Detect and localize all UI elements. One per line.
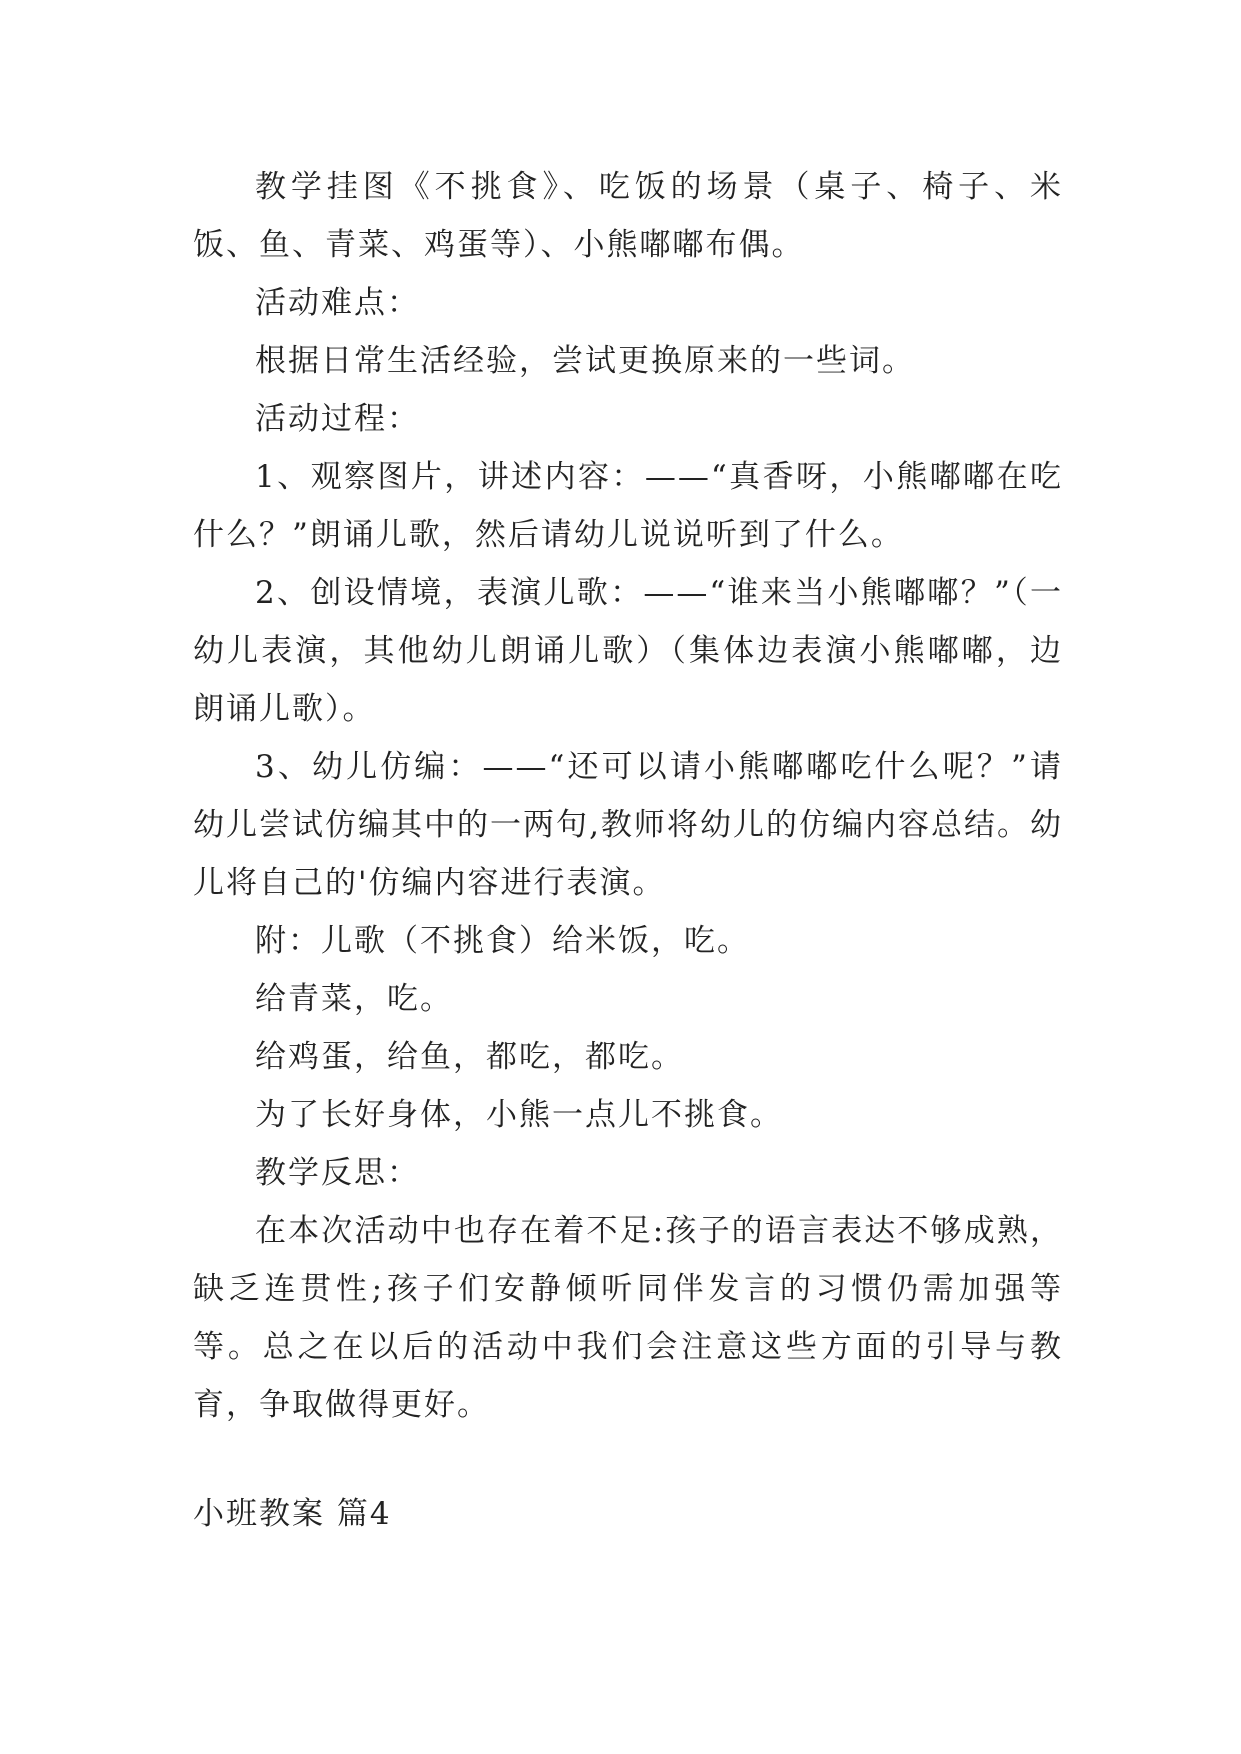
paragraph-rhyme-line-3: 给鸡蛋，给鱼，都吃，都吃。 xyxy=(255,1039,684,1075)
paragraph-difficulty: 根据日常生活经验，尝试更换原来的一些词。 xyxy=(255,343,915,379)
paragraph-reflection: 在本次活动中也存在着不足:孩子的语言表达不够成熟，缺乏连贯性;孩子们安静倾听同伴发言的习惯仍需加强等等。总之在以后的活动中我们会注意这些方面的引导与教育，争取做得更好。 xyxy=(193,1213,1063,1423)
paragraph-rhyme-line-4: 为了长好身体，小熊一点儿不挑食。 xyxy=(255,1097,783,1133)
paragraph-step-1: 1、观察图片，讲述内容：——“真香呀，小熊嘟嘟在吃什么？”朗诵儿歌，然后请幼儿说说听到了什么。 xyxy=(193,459,1063,553)
paragraph-step-2: 2、创设情境，表演儿歌：——“谁来当小熊嘟嘟？”（一幼儿表演，其他幼儿朗诵儿歌）（集体边表演小熊嘟嘟，边朗诵儿歌）。 xyxy=(193,575,1063,727)
paragraph-rhyme-line-2: 给青菜，吃。 xyxy=(255,981,453,1017)
paragraph-step-3: 3、幼儿仿编：——“还可以请小熊嘟嘟吃什么呢？”请幼儿尝试仿编其中的一两句,教师将幼儿的仿编内容总结。幼儿将自己的'仿编内容进行表演。 xyxy=(193,749,1063,901)
heading-activity-process: 活动过程： xyxy=(255,401,420,437)
document-body xyxy=(193,158,1063,1434)
section-heading: 小班教案 篇4 xyxy=(193,1496,392,1532)
paragraph-appendix-rhyme: 附：儿歌（不挑食）给米饭，吃。 xyxy=(255,923,750,959)
heading-teaching-reflection: 教学反思： xyxy=(255,1155,420,1191)
heading-activity-difficulty: 活动难点： xyxy=(255,285,420,321)
paragraph-materials: 教学挂图《不挑食》、吃饭的场景（桌子、椅子、米饭、鱼、青菜、鸡蛋等）、小熊嘟嘟布偶。 xyxy=(193,169,1063,263)
